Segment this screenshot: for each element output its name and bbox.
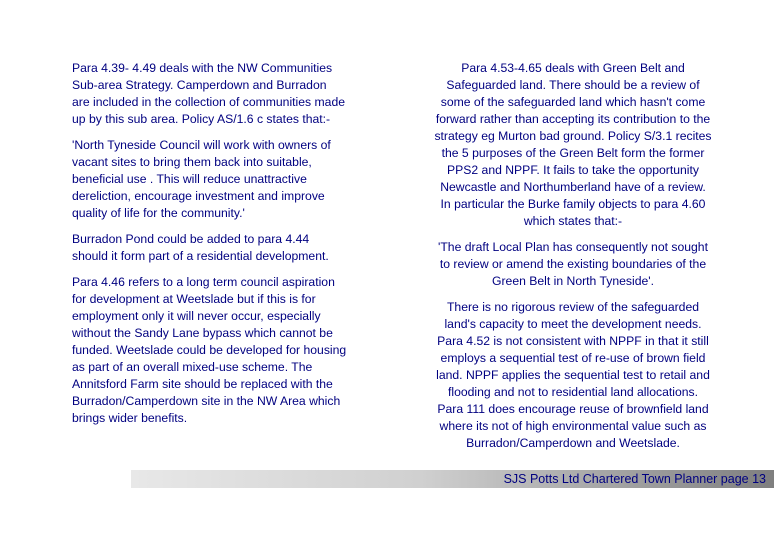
footer-page-label: SJS Potts Ltd Chartered Town Planner page 13 [503,472,766,486]
left-paragraph-3: Burradon Pond could be added to para 4.44 should it form part of a residential development. [72,232,329,263]
left-column [72,60,390,436]
left-paragraph-1: Para 4.39- 4.49 deals with the NW Communities Sub-area Strategy. Camperdown and Burradon are included in the collection of communities made up by this sub area. Policy AS/1.6 c states that:- [72,61,346,126]
left-paragraph-2-quote: 'North Tyneside Council will work with owners of vacant sites to bring them back into suitable, beneficial use . This will reduce unattractive dereliction, encourage investment and improve quality of life for the community.' [72,138,331,220]
right-paragraph-1: Para 4.53-4.65 deals with Green Belt and Safeguarded land. There should be a review of some of the safeguarded land which hasn't come forward rather than accepting its contribution to the strategy eg Murton bad ground. Policy S/3.1 recites the 5 purposes of the Green Belt form the former PPS2 and NPPF. It fails to take the opportunity Newcastle and Northumberland have of a review. In particular the Burke family objects to para 4.60 which states that:- [434,61,712,228]
left-paragraph-4: Para 4.46 refers to a long term council aspiration for development at Weetslade but if this is for employment only it will never occur, especially without the Sandy Lane bypass which cannot be funded. Weetslade could be developed for housing as part of an overall mixed-use scheme. The Annitsford Farm site should be replaced with the Burradon/Camperdown site in the NW Area which brings wider benefits. [72,275,347,425]
footer-bar [131,470,774,488]
right-column [408,60,738,461]
right-paragraph-3: There is no rigorous review of the safeguarded land's capacity to meet the development needs. Para 4.52 is not consistent with NPPF in that it still employs a sequential test of re-use of brown field land. NPPF applies the sequential test to retail and flooding and not to residential land allocations. Para 111 does encourage reuse of brownfield land where its not of high environmental value such as Burradon/Camperdown and Weetslade. [436,300,710,450]
right-paragraph-2-quote: 'The draft Local Plan has consequently not sought to review or amend the existing boundaries of the Green Belt in North Tyneside'. [438,240,708,288]
